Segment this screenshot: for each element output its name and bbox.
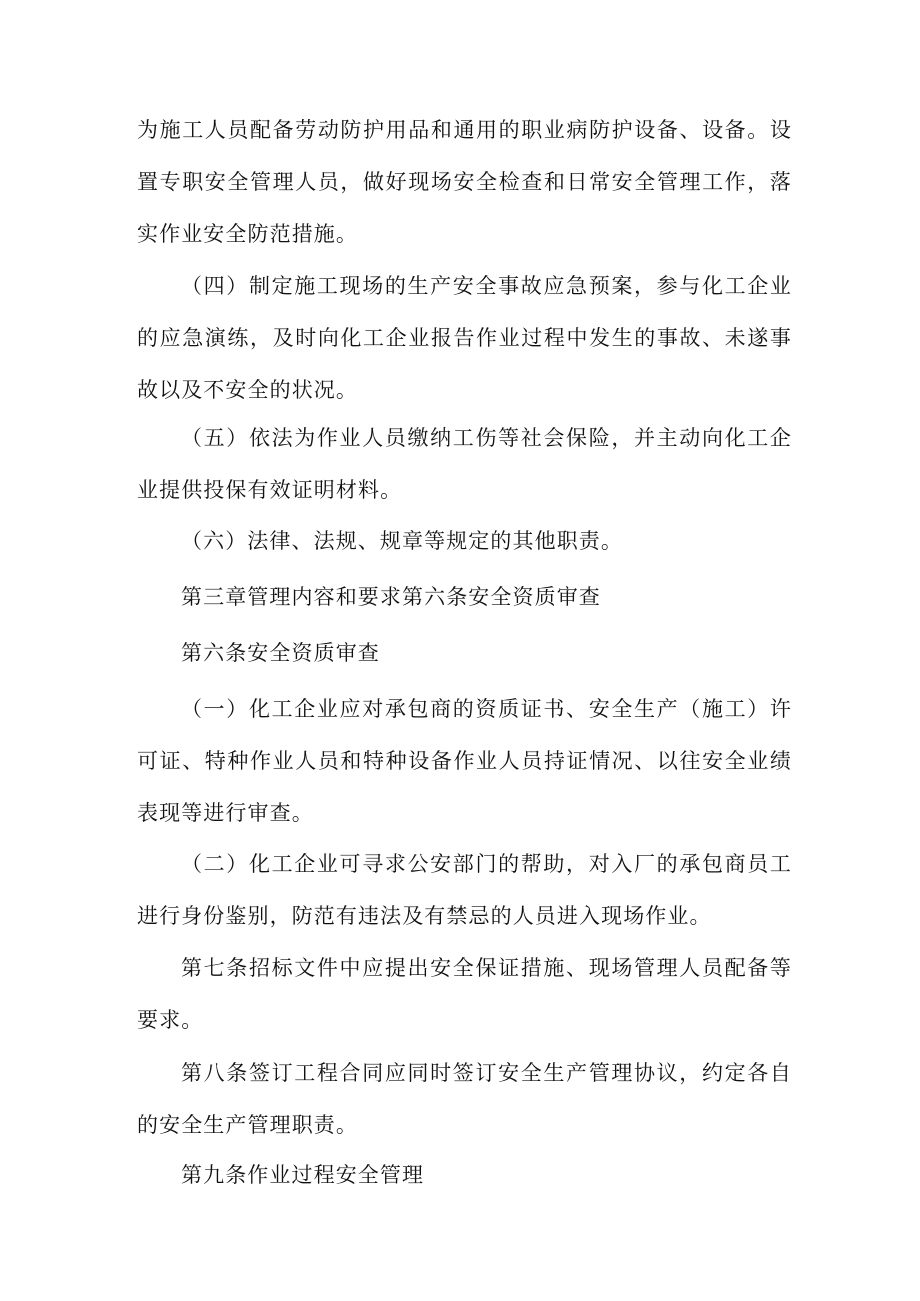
paragraph-review-2: （二）化工企业可寻求公安部门的帮助，对入厂的承包商员工进行身份鉴别，防范有违法及有禁忌的人员进入现场作业。	[137, 852, 792, 928]
article-heading-9: 第九条作业过程安全管理	[181, 1163, 425, 1187]
paragraph-continuation: 为施工人员配备劳动防护用品和通用的职业病防护设备、设备。设置专职安全管理人员，做好现场安全检查和日常安全管理工作，落实作业安全防范措施。	[137, 118, 792, 246]
paragraph-item-6: （六）法律、法规、规章等规定的其他职责。	[181, 529, 623, 553]
paragraph-item-4: （四）制定施工现场的生产安全事故应急预案，参与化工企业的应急演练，及时向化工企业报告作业过程中发生的事故、未遂事故以及不安全的状况。	[137, 274, 792, 402]
paragraph-review-1: （一）化工企业应对承包商的资质证书、安全生产（施工）许可证、特种作业人员和特种设备作业人员持证情况、以往安全业绩表现等进行审查。	[137, 697, 792, 825]
paragraph-item-5: （五）依法为作业人员缴纳工伤等社会保险，并主动向化工企业提供投保有效证明材料。	[137, 426, 792, 502]
article-heading-6: 第六条安全资质审查	[181, 641, 380, 665]
chapter-heading: 第三章管理内容和要求第六条安全资质审查	[181, 585, 601, 609]
article-7: 第七条招标文件中应提出安全保证措施、现场管理人员配备等要求。	[137, 956, 792, 1032]
article-8: 第八条签订工程合同应同时签订安全生产管理协议，约定各自的安全生产管理职责。	[137, 1061, 792, 1137]
